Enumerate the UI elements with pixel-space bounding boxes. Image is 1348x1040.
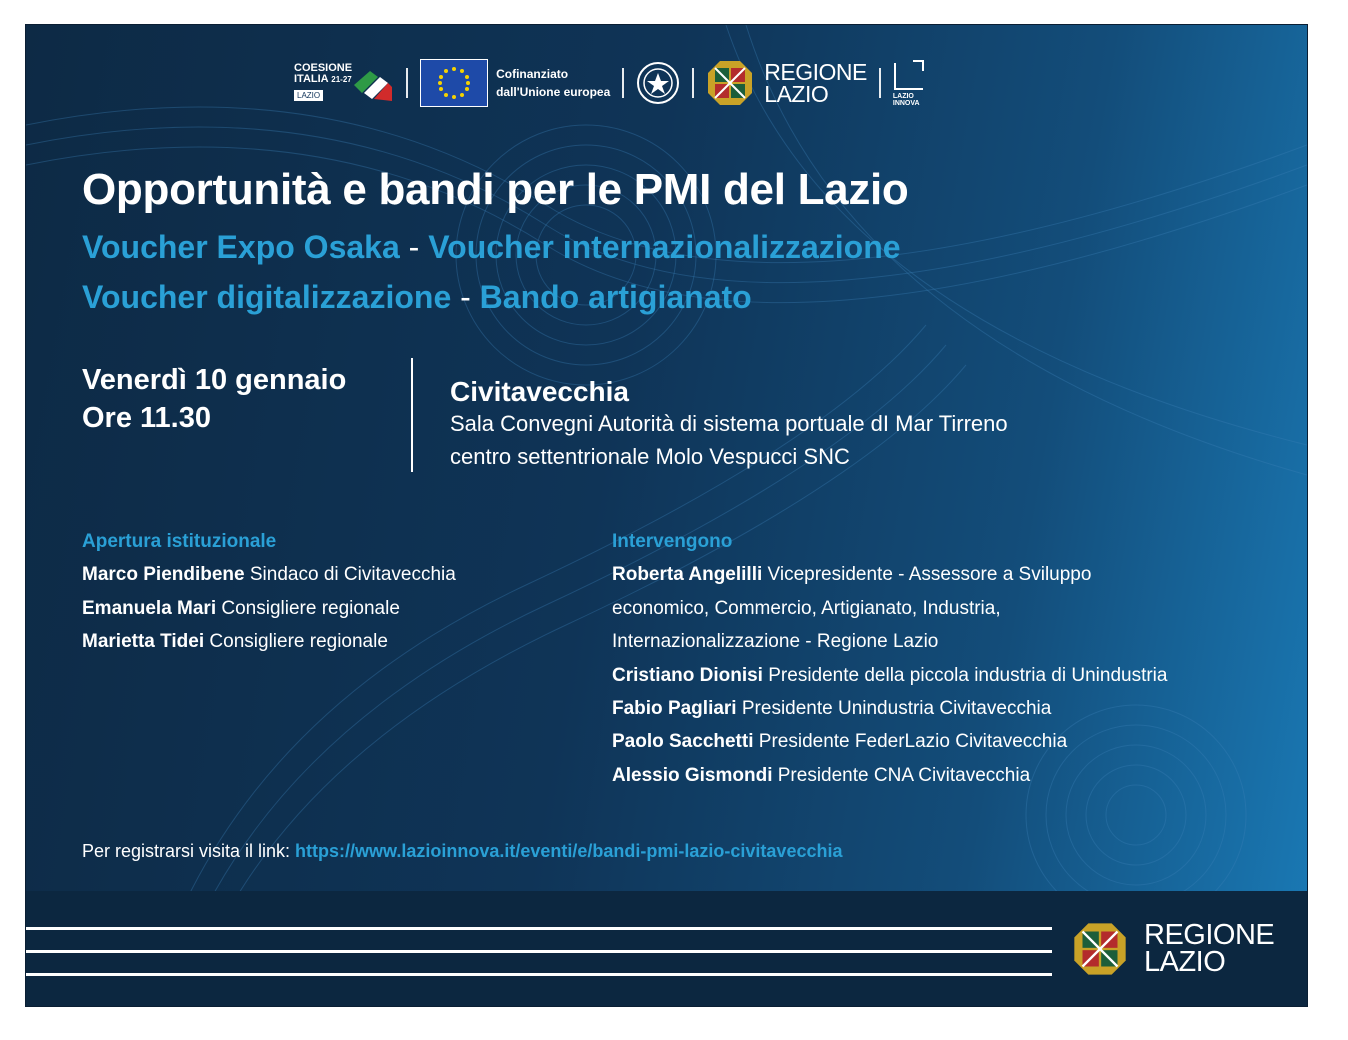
logo-separator (692, 68, 694, 98)
subtitle-line2 (82, 279, 752, 316)
footer-stripe (26, 950, 1052, 953)
event-time: Ore 11.30 (82, 402, 211, 434)
registration-label: Per registrarsi visita il link: (82, 841, 296, 861)
event-address-line2: centro settentrionale Molo Vespucci SNC (450, 444, 850, 469)
lazio-innova-logo (893, 59, 925, 107)
opening-person (82, 558, 582, 591)
event-location (450, 377, 1008, 473)
person-role: Consigliere regionale (204, 631, 388, 653)
coesione-years: 21-27 (331, 75, 352, 84)
footer-stripe (26, 927, 1052, 930)
logo-separator (406, 68, 408, 98)
subtitle-voucher-digitalizzazione: Voucher digitalizzazione (82, 279, 452, 315)
person-role-continued: economico, Commercio, Artigianato, Industria, (612, 597, 1001, 619)
person-role: Vicepresidente - Assessore a Sviluppo (762, 564, 1092, 586)
footer-regione-line2: LAZIO (1144, 946, 1226, 978)
lazio-innova-line2: INNOVA (892, 100, 920, 107)
subtitle-voucher-osaka: Voucher Expo Osaka (82, 229, 400, 265)
person-role: Consigliere regionale (216, 597, 400, 619)
logo-separator (622, 68, 624, 98)
regione-line1: REGIONE (764, 59, 867, 85)
person-role: Presidente CNA Civitavecchia (772, 764, 1031, 786)
coesione-badge: LAZIO (294, 90, 323, 101)
coesione-italia-logo (294, 63, 394, 103)
person-name: Marco Piendibene (82, 564, 245, 586)
logo-separator (879, 68, 881, 98)
header-logos (294, 55, 925, 111)
event-date: Venerdì 10 gennaio (82, 364, 347, 396)
eu-line2: dall'Unione europea (496, 85, 611, 99)
eu-flag-icon (420, 59, 488, 107)
opening-person (82, 625, 582, 658)
person-name: Cristiano Dionisi (612, 664, 763, 686)
person-name: Emanuela Mari (82, 597, 217, 619)
person-role: Presidente FederLazio Civitavecchia (753, 731, 1068, 753)
speaker (612, 725, 1292, 758)
subtitle-line1 (82, 229, 901, 266)
registration-info (82, 841, 842, 862)
speaker (612, 759, 1292, 792)
coesione-arrows-icon (352, 63, 394, 103)
speaker (612, 692, 1292, 725)
person-name: Fabio Pagliari (612, 698, 737, 720)
regione-lazio-emblem-icon (1072, 921, 1128, 977)
subtitle-bando-artigianato: Bando artigianato (479, 279, 752, 315)
regione-lazio-header-logo (706, 59, 867, 107)
person-name: Paolo Sacchetti (612, 731, 754, 753)
registration-link[interactable]: https://www.lazioinnova.it/eventi/e/bandi-pmi-lazio-civitavecchia (295, 841, 843, 861)
opening-person (82, 592, 582, 625)
person-role: Sindaco di Civitavecchia (244, 564, 456, 586)
subtitle-voucher-internazionalizzazione: Voucher internazionalizzazione (428, 229, 901, 265)
event-city: Civitavecchia (450, 376, 629, 407)
person-role: Presidente Unindustria Civitavecchia (736, 698, 1052, 720)
coesione-line2: ITALIA (294, 73, 329, 85)
speakers-section (612, 525, 1292, 792)
eu-line1: Cofinanziato (496, 67, 569, 81)
speaker (612, 558, 1292, 591)
speakers-heading: Intervengono (612, 531, 733, 552)
eu-cofinanced-logo (420, 59, 610, 107)
coesione-line1: COESIONE (294, 62, 353, 74)
regione-lazio-emblem-icon (706, 59, 754, 107)
person-name: Alessio Gismondi (612, 764, 773, 786)
person-role: Presidente della piccola industria di Unindustria (762, 664, 1168, 686)
person-role-continued: Internazionalizzazione - Regione Lazio (612, 631, 939, 653)
subtitle-separator: - (451, 279, 480, 315)
regione-line2: LAZIO (764, 81, 829, 107)
person-name: Marietta Tidei (82, 631, 205, 653)
subtitle-separator: - (399, 229, 429, 265)
vertical-divider (411, 358, 413, 472)
opening-section (82, 525, 582, 659)
italian-republic-emblem-icon (636, 60, 680, 106)
person-name: Roberta Angelilli (612, 564, 763, 586)
event-datetime (82, 361, 346, 437)
footer-regione-line1: REGIONE (1144, 919, 1275, 951)
lazio-innova-mark-icon (893, 59, 925, 91)
event-flyer (25, 24, 1308, 1007)
speaker (612, 659, 1292, 692)
event-title: Opportunità e bandi per le PMI del Lazio (82, 165, 909, 214)
lazio-innova-line1: LAZIO (892, 93, 914, 100)
event-address-line1: Sala Convegni Autorità di sistema portuale dI Mar Tirreno (450, 411, 1008, 436)
footer-stripe (26, 973, 1052, 976)
opening-heading: Apertura istituzionale (82, 531, 277, 552)
regione-lazio-footer-logo (1072, 921, 1274, 977)
